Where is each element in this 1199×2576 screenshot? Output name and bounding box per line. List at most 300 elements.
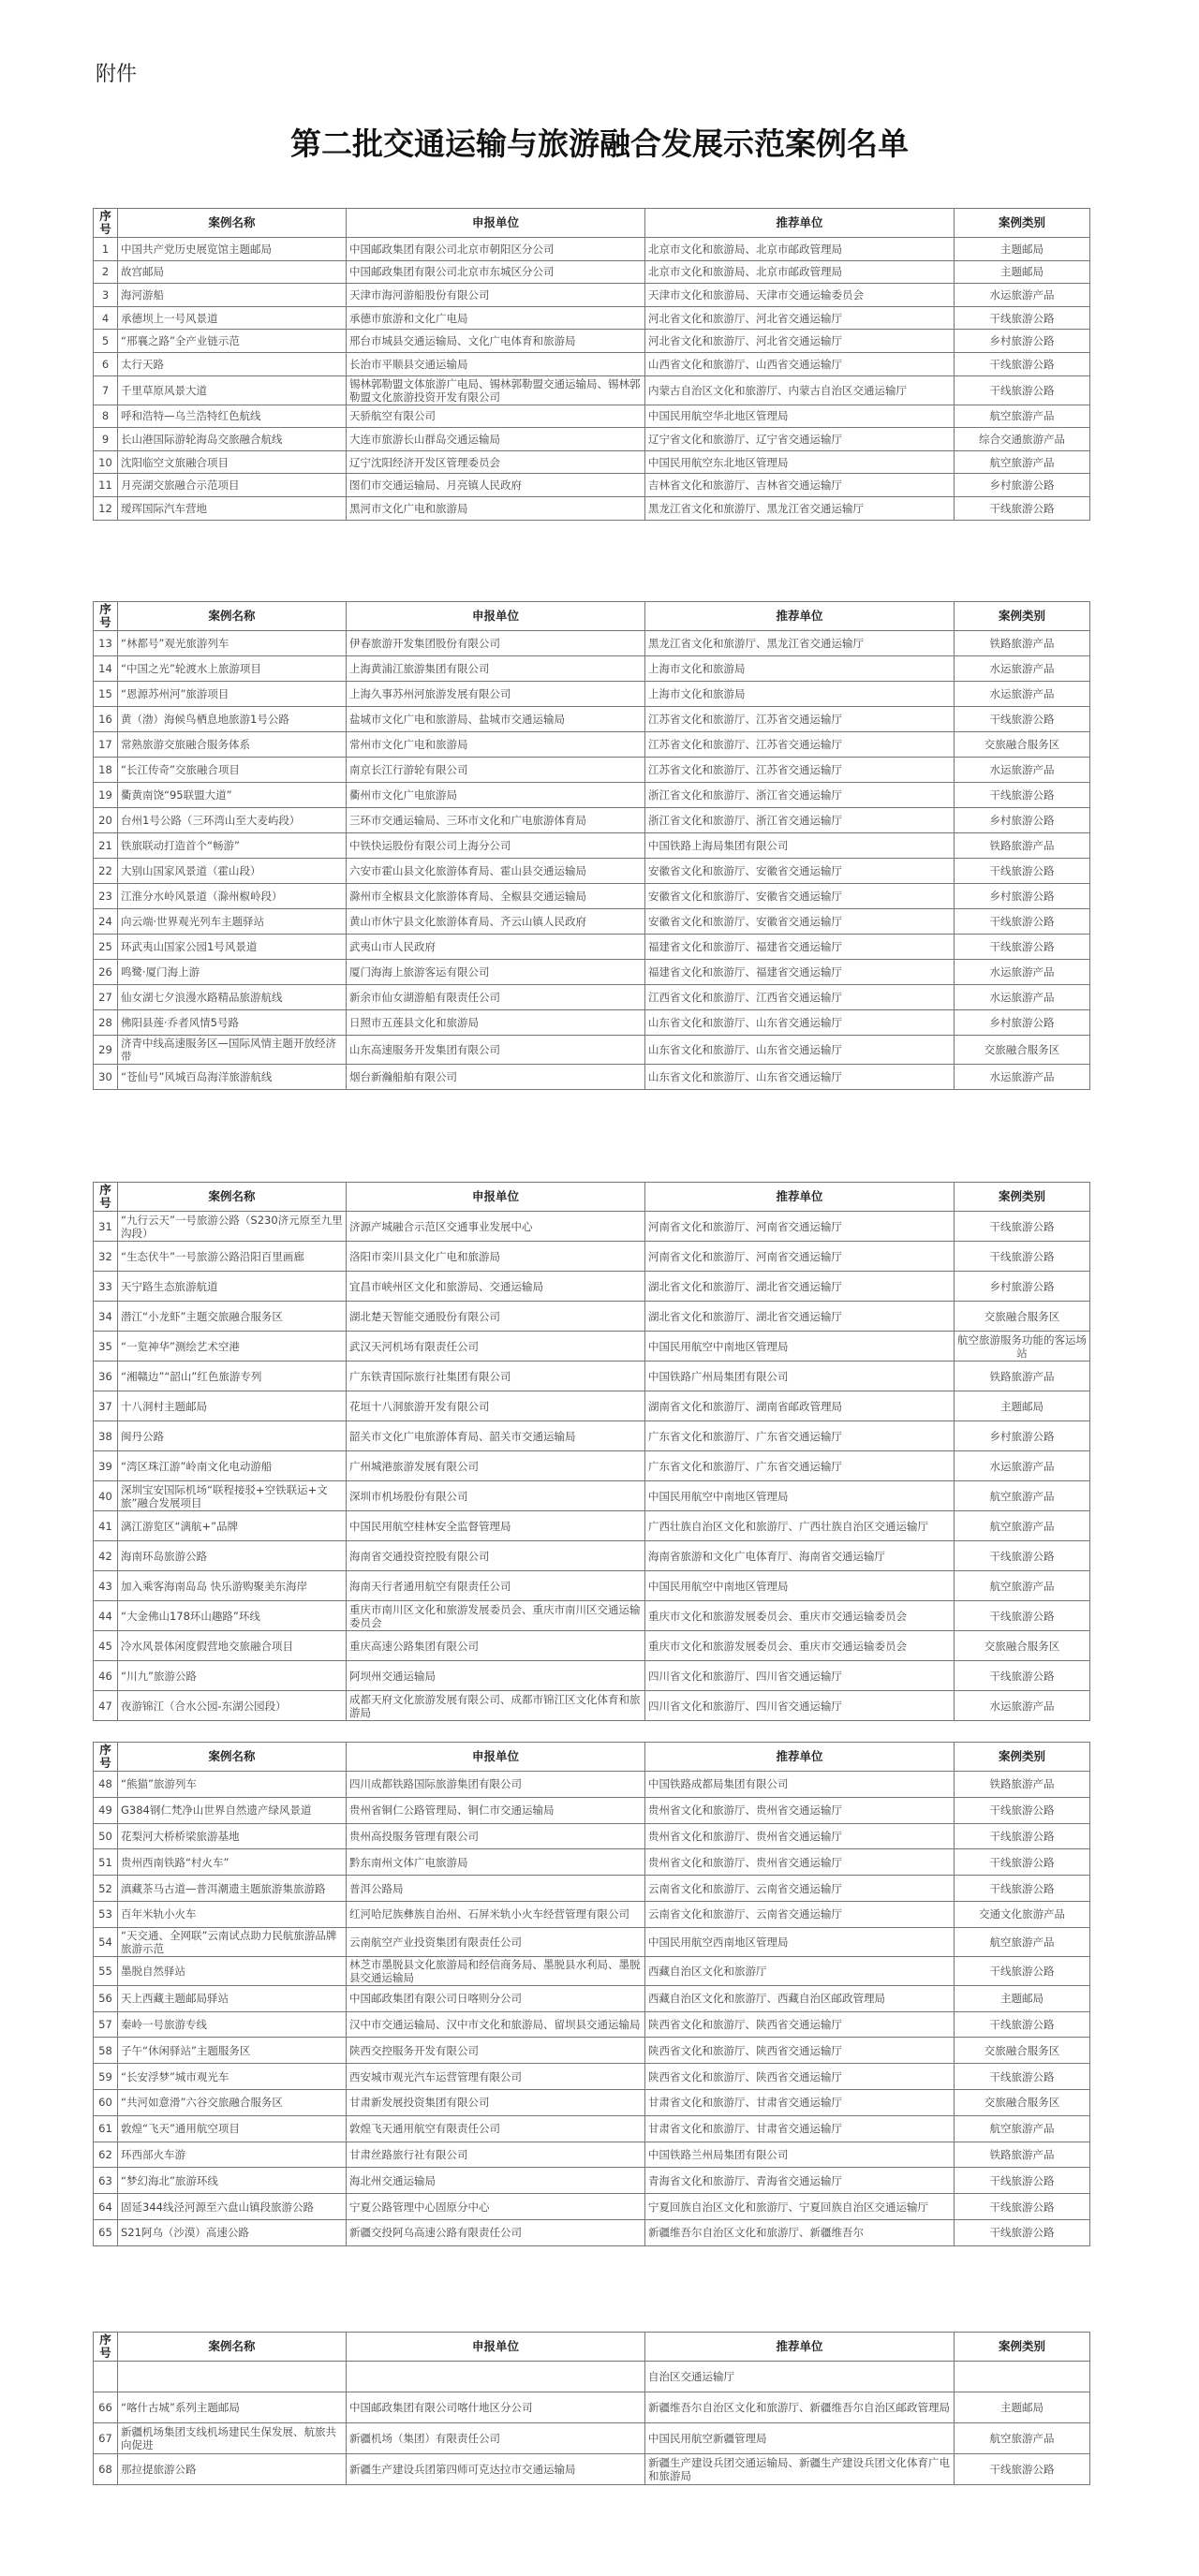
header-col-case-name: 案例名称 — [118, 1743, 347, 1772]
col-recommender-cell: 中国铁路广州局集团有限公司 — [645, 1362, 955, 1391]
col-seq-cell: 38 — [94, 1421, 118, 1451]
col-recommender-cell: 中国铁路成都局集团有限公司 — [645, 1772, 955, 1798]
table-page-1 — [93, 208, 1089, 521]
table-row — [94, 1985, 1090, 2011]
col-case-name-cell: 冷水风景体闲度假营地交旅融合项目 — [118, 1631, 347, 1661]
col-case-name-cell: 闽丹公路 — [118, 1421, 347, 1451]
table-row — [94, 960, 1090, 985]
col-category-cell: 水运旅游产品 — [955, 682, 1090, 707]
col-recommender-cell: 陕西省文化和旅游厅、陕西省交通运输厅 — [645, 2038, 955, 2064]
col-recommender-cell: 中国民用航空西南地区管理局 — [645, 1927, 955, 1956]
col-recommender-cell: 贵州省文化和旅游厅、贵州省交通运输厅 — [645, 1849, 955, 1876]
col-case-name-cell: 仙女湖七夕浪漫水路精品旅游航线 — [118, 985, 347, 1010]
col-seq-cell: 57 — [94, 2011, 118, 2038]
col-category-cell: 综合交通旅游产品 — [955, 428, 1090, 451]
col-recommender-cell: 湖北省文化和旅游厅、湖北省交通运输厅 — [645, 1272, 955, 1302]
col-applicant-cell: 花垣十八洞旅游开发有限公司 — [347, 1391, 645, 1421]
col-recommender-cell: 黑龙江省文化和旅游厅、黑龙江省交通运输厅 — [645, 631, 955, 656]
col-seq-cell: 43 — [94, 1571, 118, 1601]
col-recommender-cell: 中国民用航空中南地区管理局 — [645, 1332, 955, 1362]
col-recommender-cell: 青海省文化和旅游厅、青海省交通运输厅 — [645, 2168, 955, 2194]
col-applicant-cell: 湖北楚天智能交通股份有限公司 — [347, 1302, 645, 1332]
col-case-name-cell: 十八洞村主题邮局 — [118, 1391, 347, 1421]
col-category-cell: 水运旅游产品 — [955, 284, 1090, 307]
col-applicant-cell: 衢州市文化广电旅游局 — [347, 783, 645, 808]
col-recommender-cell: 西藏自治区文化和旅游厅 — [645, 1956, 955, 1985]
col-seq-cell: 14 — [94, 656, 118, 682]
col-seq-cell: 32 — [94, 1242, 118, 1272]
col-applicant-cell: 长治市平顺县交通运输局 — [347, 352, 645, 375]
col-applicant-cell: 西安城市观光汽车运营管理有限公司 — [347, 2064, 645, 2090]
header-col-seq: 序号 — [94, 1183, 118, 1212]
col-applicant-cell: 宜昌市峡州区文化和旅游局、交通运输局 — [347, 1272, 645, 1302]
table-row — [94, 405, 1090, 428]
col-recommender-cell: 重庆市文化和旅游发展委员会、重庆市交通运输委员会 — [645, 1601, 955, 1631]
table-page-2 — [93, 601, 1089, 1090]
col-recommender-cell: 贵州省文化和旅游厅、贵州省交通运输厅 — [645, 1823, 955, 1849]
col-recommender-cell: 山东省文化和旅游厅、山东省交通运输厅 — [645, 1010, 955, 1036]
col-case-name-cell: 潜江“小龙虾”主题交旅融合服务区 — [118, 1302, 347, 1332]
table-row — [94, 656, 1090, 682]
col-case-name-cell: 环武夷山国家公园1号风景道 — [118, 935, 347, 960]
col-case-name-cell: 子午“休闲驿站”主题服务区 — [118, 2038, 347, 2064]
col-seq-cell: 13 — [94, 631, 118, 656]
table-row — [94, 2362, 1090, 2392]
col-applicant-cell: 洛阳市栾川县文化广电和旅游局 — [347, 1242, 645, 1272]
col-category-cell: 干线旅游公路 — [955, 1661, 1090, 1691]
table-row — [94, 1571, 1090, 1601]
col-category-cell: 干线旅游公路 — [955, 935, 1090, 960]
table-row — [94, 306, 1090, 330]
col-applicant-cell: 新疆机场（集团）有限责任公司 — [347, 2423, 645, 2454]
col-applicant-cell: 甘肃新发展投资集团有限公司 — [347, 2089, 645, 2115]
col-category-cell: 乡村旅游公路 — [955, 808, 1090, 833]
col-case-name-cell: 固延344线泾河源至六盘山镇段旅游公路 — [118, 2194, 347, 2220]
col-category-cell: 主题邮局 — [955, 238, 1090, 261]
col-recommender-cell: 安徽省文化和旅游厅、安徽省交通运输厅 — [645, 884, 955, 909]
col-category-cell: 交通文化旅游产品 — [955, 1901, 1090, 1927]
table-row — [94, 238, 1090, 261]
header-col-category: 案例类别 — [955, 2333, 1090, 2362]
col-recommender-cell: 海南省旅游和文化广电体育厅、海南省交通运输厅 — [645, 1541, 955, 1571]
header-col-recommender: 推荐单位 — [645, 602, 955, 631]
col-category-cell: 交旅融合服务区 — [955, 1036, 1090, 1065]
col-case-name-cell: 向云端·世界观光列车主题驿站 — [118, 909, 347, 935]
col-applicant-cell: 中国邮政集团有限公司北京市朝阳区分公司 — [347, 238, 645, 261]
table-row — [94, 1421, 1090, 1451]
col-recommender-cell: 山东省文化和旅游厅、山东省交通运输厅 — [645, 1065, 955, 1090]
table-row — [94, 1772, 1090, 1798]
col-category-cell: 铁路旅游产品 — [955, 2142, 1090, 2168]
col-seq-cell: 21 — [94, 833, 118, 859]
header-col-seq: 序号 — [94, 209, 118, 238]
col-case-name-cell: 瑷珲国际汽车营地 — [118, 496, 347, 520]
col-recommender-cell: 中国民用航空华北地区管理局 — [645, 405, 955, 428]
col-recommender-cell: 新疆维吾尔自治区文化和旅游厅、新疆维吾尔自治区邮政管理局 — [645, 2392, 955, 2423]
col-applicant-cell: 海北州交通运输局 — [347, 2168, 645, 2194]
col-recommender-cell: 辽宁省文化和旅游厅、辽宁省交通运输厅 — [645, 428, 955, 451]
header-col-applicant: 申报单位 — [347, 2333, 645, 2362]
col-applicant-cell: 黔东南州文体广电旅游局 — [347, 1849, 645, 1876]
col-seq-cell: 40 — [94, 1481, 118, 1511]
col-applicant-cell: 陕西交控服务开发有限公司 — [347, 2038, 645, 2064]
col-seq-cell: 27 — [94, 985, 118, 1010]
col-applicant-cell: 普洱公路局 — [347, 1876, 645, 1902]
col-category-cell: 干线旅游公路 — [955, 1797, 1090, 1823]
header-col-recommender: 推荐单位 — [645, 1183, 955, 1212]
table-row — [94, 1481, 1090, 1511]
col-applicant-cell: 锡林郭勒盟文体旅游广电局、锡林郭勒盟交通运输局、锡林郭勒盟文化旅游投资开发有限公司 — [347, 375, 645, 405]
col-recommender-cell: 中国民用航空中南地区管理局 — [645, 1481, 955, 1511]
col-category-cell: 干线旅游公路 — [955, 1601, 1090, 1631]
col-category-cell: 干线旅游公路 — [955, 2454, 1090, 2485]
col-applicant-cell: 成都天府文化旅游发展有限公司、成都市锦江区文化体育和旅游局 — [347, 1691, 645, 1721]
col-applicant-cell: 中铁快运股份有限公司上海分公司 — [347, 833, 645, 859]
col-seq-cell: 64 — [94, 2194, 118, 2220]
table-row — [94, 2011, 1090, 2038]
col-recommender-cell: 陕西省文化和旅游厅、陕西省交通运输厅 — [645, 2064, 955, 2090]
col-recommender-cell: 江苏省文化和旅游厅、江苏省交通运输厅 — [645, 758, 955, 783]
col-category-cell: 干线旅游公路 — [955, 2219, 1090, 2245]
table-row — [94, 474, 1090, 497]
col-seq-cell: 63 — [94, 2168, 118, 2194]
col-category-cell: 干线旅游公路 — [955, 859, 1090, 884]
col-seq-cell: 61 — [94, 2115, 118, 2142]
col-category-cell: 航空旅游产品 — [955, 1927, 1090, 1956]
col-case-name-cell: 承德坝上一号风景道 — [118, 306, 347, 330]
col-seq-cell: 55 — [94, 1956, 118, 1985]
col-applicant-cell: 三环市交通运输局、三环市文化和广电旅游体育局 — [347, 808, 645, 833]
col-applicant-cell: 厦门海海上旅游客运有限公司 — [347, 960, 645, 985]
col-case-name-cell: 沈阳临空文旅融合项目 — [118, 450, 347, 474]
table-row — [94, 1691, 1090, 1721]
col-case-name-cell: 海河游船 — [118, 284, 347, 307]
col-category-cell — [955, 2362, 1090, 2392]
table-row — [94, 1036, 1090, 1065]
header-col-case-name: 案例名称 — [118, 602, 347, 631]
header-col-applicant: 申报单位 — [347, 602, 645, 631]
table-row — [94, 1927, 1090, 1956]
col-category-cell: 航空旅游产品 — [955, 2423, 1090, 2454]
header-col-case-name: 案例名称 — [118, 209, 347, 238]
table-header-row — [94, 2333, 1090, 2362]
col-case-name-cell: 中国共产党历史展览馆主题邮局 — [118, 238, 347, 261]
case-table — [93, 2332, 1090, 2485]
col-category-cell: 干线旅游公路 — [955, 1956, 1090, 1985]
table-row — [94, 935, 1090, 960]
col-category-cell: 干线旅游公路 — [955, 1876, 1090, 1902]
col-recommender-cell: 天津市文化和旅游局、天津市交通运输委员会 — [645, 284, 955, 307]
col-applicant-cell: 重庆高速公路集团有限公司 — [347, 1631, 645, 1661]
col-recommender-cell: 河北省文化和旅游厅、河北省交通运输厅 — [645, 306, 955, 330]
col-recommender-cell: 江苏省文化和旅游厅、江苏省交通运输厅 — [645, 732, 955, 758]
col-seq-cell: 16 — [94, 707, 118, 732]
col-applicant-cell: 上海久事苏州河旅游发展有限公司 — [347, 682, 645, 707]
col-category-cell: 乡村旅游公路 — [955, 884, 1090, 909]
col-category-cell: 交旅融合服务区 — [955, 1302, 1090, 1332]
col-seq-cell: 23 — [94, 884, 118, 909]
col-case-name-cell: 台州1号公路（三环湾山至大麦屿段） — [118, 808, 347, 833]
col-category-cell: 主题邮局 — [955, 1391, 1090, 1421]
col-case-name-cell: 衢黄南饶“95联盟大道” — [118, 783, 347, 808]
col-category-cell: 干线旅游公路 — [955, 2064, 1090, 2090]
col-seq-cell: 29 — [94, 1036, 118, 1065]
col-seq-cell: 47 — [94, 1691, 118, 1721]
col-category-cell: 干线旅游公路 — [955, 2168, 1090, 2194]
col-category-cell: 铁路旅游产品 — [955, 631, 1090, 656]
col-seq-cell: 51 — [94, 1849, 118, 1876]
header-col-seq: 序号 — [94, 602, 118, 631]
col-category-cell: 铁路旅游产品 — [955, 1362, 1090, 1391]
col-case-name-cell: G384钢仁梵净山世界自然遗产绿风景道 — [118, 1797, 347, 1823]
col-seq-cell: 62 — [94, 2142, 118, 2168]
table-row — [94, 985, 1090, 1010]
col-category-cell: 主题邮局 — [955, 2392, 1090, 2423]
col-seq-cell: 52 — [94, 1876, 118, 1902]
col-seq-cell: 67 — [94, 2423, 118, 2454]
table-row — [94, 1212, 1090, 1242]
col-applicant-cell: 承德市旅游和文化广电局 — [347, 306, 645, 330]
table-header-row — [94, 1743, 1090, 1772]
col-applicant-cell: 烟台新瀚船舶有限公司 — [347, 1065, 645, 1090]
col-case-name-cell: “共河如意滑”六谷交旅融合服务区 — [118, 2089, 347, 2115]
table-row — [94, 1901, 1090, 1927]
col-seq-cell: 68 — [94, 2454, 118, 2485]
col-recommender-cell: 四川省文化和旅游厅、四川省交通运输厅 — [645, 1691, 955, 1721]
col-seq-cell: 34 — [94, 1302, 118, 1332]
col-case-name-cell: “大金佛山178环山趣路”环线 — [118, 1601, 347, 1631]
table-row — [94, 2142, 1090, 2168]
col-seq-cell: 33 — [94, 1272, 118, 1302]
col-applicant-cell: 阿坝州交通运输局 — [347, 1661, 645, 1691]
table-row — [94, 1849, 1090, 1876]
col-case-name-cell: 敦煌“飞天”通用航空项目 — [118, 2115, 347, 2142]
col-recommender-cell: 山西省文化和旅游厅、山西省交通运输厅 — [645, 352, 955, 375]
col-applicant-cell: 汉中市交通运输局、汉中市文化和旅游局、留坝县交通运输局 — [347, 2011, 645, 2038]
col-case-name-cell: “湾区珠江游”岭南文化电动游船 — [118, 1451, 347, 1481]
col-applicant-cell: 常州市文化广电和旅游局 — [347, 732, 645, 758]
col-recommender-cell: 浙江省文化和旅游厅、浙江省交通运输厅 — [645, 783, 955, 808]
header-col-category: 案例类别 — [955, 1743, 1090, 1772]
col-applicant-cell: 山东高速服务开发集团有限公司 — [347, 1036, 645, 1065]
col-applicant-cell: 广东铁青国际旅行社集团有限公司 — [347, 1362, 645, 1391]
table-row — [94, 1876, 1090, 1902]
col-category-cell: 干线旅游公路 — [955, 375, 1090, 405]
col-recommender-cell: 福建省文化和旅游厅、福建省交通运输厅 — [645, 960, 955, 985]
col-case-name-cell: 大别山国家风景道（霍山段） — [118, 859, 347, 884]
table-row — [94, 450, 1090, 474]
col-applicant-cell: 图们市交通运输局、月亮镇人民政府 — [347, 474, 645, 497]
table-row — [94, 284, 1090, 307]
col-applicant-cell: 黄山市休宁县文化旅游体育局、齐云山镇人民政府 — [347, 909, 645, 935]
col-case-name-cell — [118, 2362, 347, 2392]
col-applicant-cell: 辽宁沈阳经济开发区管理委员会 — [347, 450, 645, 474]
col-seq-cell: 46 — [94, 1661, 118, 1691]
header-col-recommender: 推荐单位 — [645, 2333, 955, 2362]
table-row — [94, 808, 1090, 833]
col-applicant-cell: 日照市五莲县文化和旅游局 — [347, 1010, 645, 1036]
header-col-applicant: 申报单位 — [347, 209, 645, 238]
col-case-name-cell: 故宫邮局 — [118, 260, 347, 284]
col-case-name-cell: 常熟旅游交旅融合服务体系 — [118, 732, 347, 758]
col-applicant-cell: 新余市仙女湖游船有限责任公司 — [347, 985, 645, 1010]
col-category-cell: 主题邮局 — [955, 260, 1090, 284]
table-row — [94, 496, 1090, 520]
col-seq-cell: 4 — [94, 306, 118, 330]
col-category-cell: 铁路旅游产品 — [955, 833, 1090, 859]
col-recommender-cell: 云南省文化和旅游厅、云南省交通运输厅 — [645, 1876, 955, 1902]
col-applicant-cell: 贵州高投服务管理有限公司 — [347, 1823, 645, 1849]
col-case-name-cell: “长江传奇”交旅融合项目 — [118, 758, 347, 783]
col-recommender-cell: 甘肃省文化和旅游厅、甘肃省交通运输厅 — [645, 2115, 955, 2142]
table-row — [94, 260, 1090, 284]
table-row — [94, 884, 1090, 909]
col-recommender-cell: 吉林省文化和旅游厅、吉林省交通运输厅 — [645, 474, 955, 497]
col-category-cell: 航空旅游服务功能的客运场站 — [955, 1332, 1090, 1362]
table-row — [94, 1511, 1090, 1541]
col-case-name-cell: 天宁路生态旅游航道 — [118, 1272, 347, 1302]
col-category-cell: 铁路旅游产品 — [955, 1772, 1090, 1798]
col-category-cell: 乡村旅游公路 — [955, 1010, 1090, 1036]
col-category-cell: 干线旅游公路 — [955, 2011, 1090, 2038]
col-seq-cell: 17 — [94, 732, 118, 758]
col-case-name-cell: 夜游锦江（合水公园-东湖公园段） — [118, 1691, 347, 1721]
col-seq-cell: 25 — [94, 935, 118, 960]
col-seq-cell: 28 — [94, 1010, 118, 1036]
table-page-3 — [93, 1182, 1089, 1721]
col-recommender-cell: 上海市文化和旅游局 — [645, 656, 955, 682]
col-case-name-cell: “九行云天”一号旅游公路（S230济元原至九里沟段） — [118, 1212, 347, 1242]
col-seq-cell: 24 — [94, 909, 118, 935]
col-recommender-cell: 北京市文化和旅游局、北京市邮政管理局 — [645, 260, 955, 284]
col-case-name-cell: 江淮分水岭风景道（滁州椒岭段） — [118, 884, 347, 909]
col-applicant-cell: 邢台市城县交通运输局、文化广电体育和旅游局 — [347, 330, 645, 353]
col-recommender-cell: 广东省文化和旅游厅、广东省交通运输厅 — [645, 1451, 955, 1481]
header-col-seq: 序号 — [94, 2333, 118, 2362]
col-case-name-cell: “中国之光”轮渡水上旅游项目 — [118, 656, 347, 682]
col-case-name-cell: 墨脱自然驿站 — [118, 1956, 347, 1985]
table-row — [94, 2115, 1090, 2142]
col-category-cell: 水运旅游产品 — [955, 960, 1090, 985]
col-category-cell: 干线旅游公路 — [955, 707, 1090, 732]
col-case-name-cell: 月亮湖交旅融合示范项目 — [118, 474, 347, 497]
table-header-row — [94, 602, 1090, 631]
col-seq-cell: 22 — [94, 859, 118, 884]
col-seq-cell: 50 — [94, 1823, 118, 1849]
header-col-case-name: 案例名称 — [118, 1183, 347, 1212]
col-recommender-cell: 湖北省文化和旅游厅、湖北省交通运输厅 — [645, 1302, 955, 1332]
col-case-name-cell: “喀什古城”系列主题邮局 — [118, 2392, 347, 2423]
col-applicant-cell: 韶关市文化广电旅游体育局、韶关市交通运输局 — [347, 1421, 645, 1451]
col-seq-cell: 30 — [94, 1065, 118, 1090]
table-row — [94, 1451, 1090, 1481]
col-category-cell: 交旅融合服务区 — [955, 2089, 1090, 2115]
col-seq-cell: 26 — [94, 960, 118, 985]
header-col-recommender: 推荐单位 — [645, 1743, 955, 1772]
table-row — [94, 1065, 1090, 1090]
case-table — [93, 208, 1090, 521]
col-applicant-cell: 盐城市文化广电和旅游局、盐城市交通运输局 — [347, 707, 645, 732]
col-seq-cell: 56 — [94, 1985, 118, 2011]
col-case-name-cell: 新疆机场集团支线机场建民生保发展、航旅共向促进 — [118, 2423, 347, 2454]
col-case-name-cell: “梦幻海北”旅游环线 — [118, 2168, 347, 2194]
header-col-category: 案例类别 — [955, 602, 1090, 631]
col-recommender-cell: 黑龙江省文化和旅游厅、黑龙江省交通运输厅 — [645, 496, 955, 520]
col-applicant-cell: 红河哈尼族彝族自治州、石屏米轨小火车经营管理有限公司 — [347, 1901, 645, 1927]
col-applicant-cell: 武夷山市人民政府 — [347, 935, 645, 960]
col-recommender-cell: 内蒙古自治区文化和旅游厅、内蒙古自治区交通运输厅 — [645, 375, 955, 405]
col-seq-cell: 45 — [94, 1631, 118, 1661]
col-applicant-cell: 重庆市南川区文化和旅游发展委员会、重庆市南川区交通运输委员会 — [347, 1601, 645, 1631]
col-seq-cell: 5 — [94, 330, 118, 353]
header-col-applicant: 申报单位 — [347, 1183, 645, 1212]
col-recommender-cell: 中国民用航空中南地区管理局 — [645, 1571, 955, 1601]
table-row — [94, 352, 1090, 375]
table-header-row — [94, 209, 1090, 238]
col-case-name-cell: 鸣鹭·厦门海上游 — [118, 960, 347, 985]
col-case-name-cell: 滇藏茶马古道—普洱潮遗主题旅游集旅游路 — [118, 1876, 347, 1902]
col-seq-cell: 3 — [94, 284, 118, 307]
col-category-cell: 航空旅游产品 — [955, 1571, 1090, 1601]
table-row — [94, 732, 1090, 758]
table-row — [94, 859, 1090, 884]
col-recommender-cell: 云南省文化和旅游厅、云南省交通运输厅 — [645, 1901, 955, 1927]
col-category-cell: 航空旅游产品 — [955, 450, 1090, 474]
col-case-name-cell: 秦岭一号旅游专线 — [118, 2011, 347, 2038]
col-applicant-cell: 贵州省铜仁公路管理局、铜仁市交通运输局 — [347, 1797, 645, 1823]
col-category-cell: 水运旅游产品 — [955, 1065, 1090, 1090]
col-seq-cell: 11 — [94, 474, 118, 497]
col-seq-cell: 44 — [94, 1601, 118, 1631]
header-col-applicant: 申报单位 — [347, 1743, 645, 1772]
col-applicant-cell: 伊春旅游开发集团股份有限公司 — [347, 631, 645, 656]
col-case-name-cell: 贵州西南铁路“村火车” — [118, 1849, 347, 1876]
col-seq-cell: 8 — [94, 405, 118, 428]
col-case-name-cell: 那拉提旅游公路 — [118, 2454, 347, 2485]
col-seq-cell: 58 — [94, 2038, 118, 2064]
col-seq-cell: 31 — [94, 1212, 118, 1242]
col-applicant-cell: 广州城港旅游发展有限公司 — [347, 1451, 645, 1481]
col-seq-cell — [94, 2362, 118, 2392]
case-table — [93, 1742, 1090, 2246]
col-applicant-cell: 济源产城融合示范区交通事业发展中心 — [347, 1212, 645, 1242]
table-row — [94, 1302, 1090, 1332]
table-row — [94, 1242, 1090, 1272]
col-case-name-cell: “林都号”观光旅游列车 — [118, 631, 347, 656]
table-row — [94, 1010, 1090, 1036]
col-recommender-cell: 陕西省文化和旅游厅、陕西省交通运输厅 — [645, 2011, 955, 2038]
col-seq-cell: 12 — [94, 496, 118, 520]
col-seq-cell: 35 — [94, 1332, 118, 1362]
table-page-5 — [93, 2332, 1089, 2485]
col-case-name-cell: “恩源苏州河”旅游项目 — [118, 682, 347, 707]
col-recommender-cell: 四川省文化和旅游厅、四川省交通运输厅 — [645, 1661, 955, 1691]
col-recommender-cell: 重庆市文化和旅游发展委员会、重庆市交通运输委员会 — [645, 1631, 955, 1661]
col-category-cell: 水运旅游产品 — [955, 1691, 1090, 1721]
col-recommender-cell: 安徽省文化和旅游厅、安徽省交通运输厅 — [645, 909, 955, 935]
header-col-case-name: 案例名称 — [118, 2333, 347, 2362]
col-recommender-cell: 湖南省文化和旅游厅、湖南省邮政管理局 — [645, 1391, 955, 1421]
col-applicant-cell: 中国邮政集团有限公司喀什地区分公司 — [347, 2392, 645, 2423]
col-category-cell: 乡村旅游公路 — [955, 330, 1090, 353]
col-applicant-cell: 天津市海河游船股份有限公司 — [347, 284, 645, 307]
col-category-cell: 干线旅游公路 — [955, 352, 1090, 375]
col-applicant-cell: 甘肃丝路旅行社有限公司 — [347, 2142, 645, 2168]
col-case-name-cell: 佛阳县莲·乔者风情5号路 — [118, 1010, 347, 1036]
col-applicant-cell: 黑河市文化广电和旅游局 — [347, 496, 645, 520]
table-row — [94, 375, 1090, 405]
header-col-seq: 序号 — [94, 1743, 118, 1772]
